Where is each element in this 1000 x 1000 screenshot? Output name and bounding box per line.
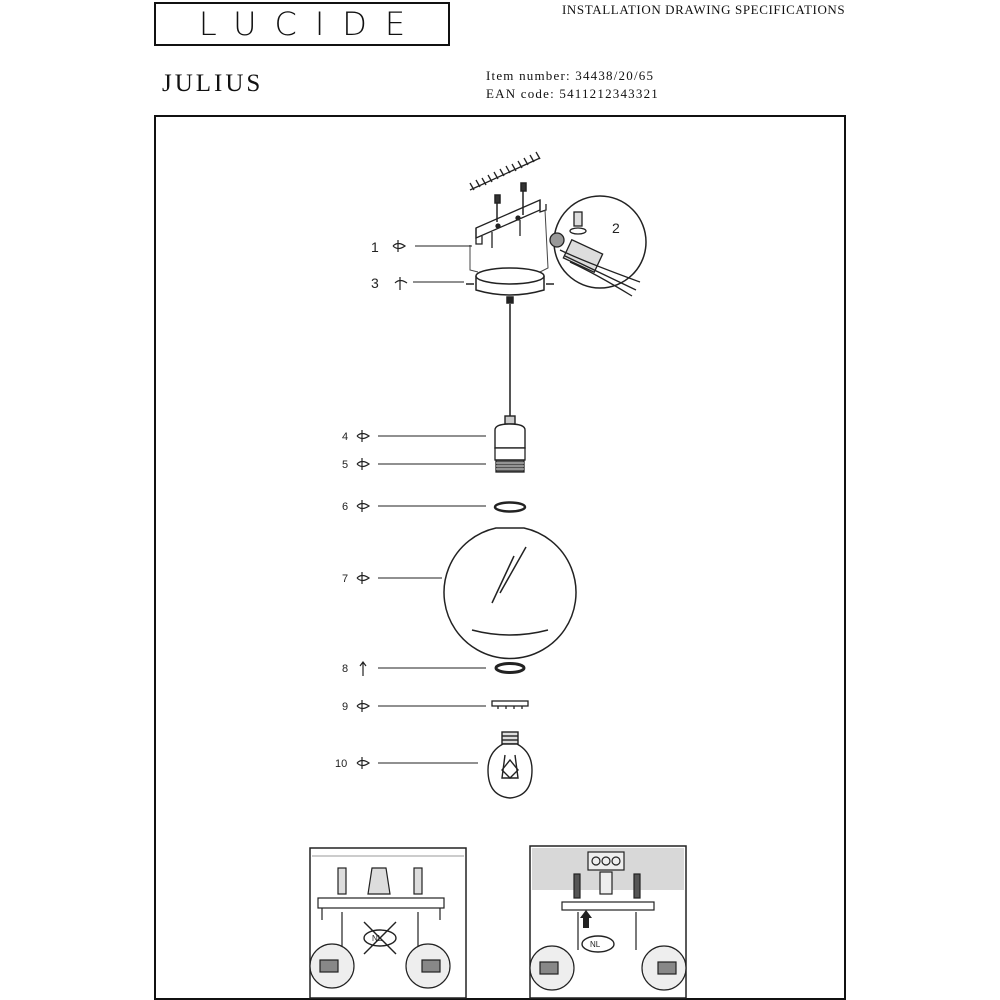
document-title: INSTALLATION DRAWING SPECIFICATIONS bbox=[562, 2, 846, 17]
part-label-9: 9 bbox=[342, 701, 349, 713]
part-label-7: 7 bbox=[342, 573, 349, 585]
mounting-bracket bbox=[476, 200, 546, 248]
part-label-10: 10 bbox=[335, 758, 348, 770]
callout-lines bbox=[378, 246, 486, 763]
inset-panel-wrong-mounting bbox=[310, 848, 466, 998]
rotation-arrow-icons bbox=[357, 240, 407, 769]
inset-panel-correct-mounting bbox=[530, 846, 686, 998]
shade-ring-upper bbox=[495, 503, 525, 512]
ceiling-hatch bbox=[470, 152, 540, 190]
light-bulb bbox=[488, 732, 532, 798]
part-label-2: 2 bbox=[612, 220, 620, 236]
ceiling-canopy bbox=[466, 268, 554, 303]
ceiling-screws bbox=[495, 183, 526, 222]
part-label-6: 6 bbox=[342, 501, 349, 513]
part-label-8: 8 bbox=[342, 663, 349, 675]
part-labels bbox=[335, 239, 379, 770]
product-name: JULIUS bbox=[162, 70, 264, 97]
inset-badge-right: NL bbox=[590, 940, 601, 949]
glass-globe bbox=[444, 528, 576, 658]
terminal-block-detail bbox=[550, 196, 646, 296]
part-label-4: 4 bbox=[342, 431, 349, 443]
lamp-holder-thread bbox=[495, 448, 525, 472]
brand-logo-text: LUCIDE bbox=[198, 5, 424, 43]
part-label-3: 3 bbox=[371, 275, 379, 291]
ean-code: EAN code: 5411212343321 bbox=[486, 86, 659, 101]
item-number: Item number: 34438/20/65 bbox=[486, 68, 655, 83]
lamp-holder-top bbox=[495, 416, 525, 448]
part-label-1: 1 bbox=[371, 239, 379, 255]
locking-ring bbox=[492, 701, 528, 709]
inset-badge-left: NL bbox=[372, 934, 383, 943]
part-label-5: 5 bbox=[342, 459, 349, 471]
shade-ring-lower bbox=[496, 664, 524, 673]
